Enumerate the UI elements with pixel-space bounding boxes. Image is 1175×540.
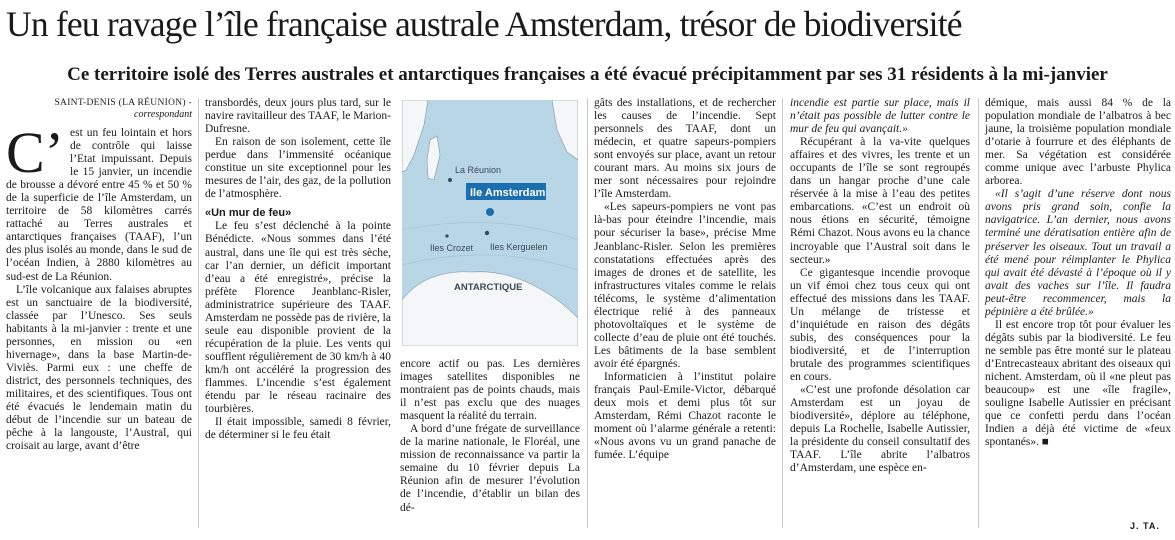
paragraph: A bord d’une frégate de surveillance de la marine nationale, le Floréal, une mission de reconnaissance va partir la semaine du 10 février depuis La Réunion afin de mesurer l’évolution de l’incendie, d’établir un bilan des dé-	[400, 423, 580, 514]
paragraph: «Il s’agit d’une réserve dont nous avons pris grand soin, confie la navigatrice. L’an dernier, nous avons terminé une dératisation entière afin de préserver les oiseaux. Tout un travail a été mené pour réimplanter le Phylica qui avait été dévasté à l’époque où il y avait des vaches sur l’île. Il faudra peut-être recommencer, mais la pépinière a été brûlée.»	[985, 188, 1171, 318]
paragraph: En raison de son isolement, cette île perdue dans l’immensité océanique constitue un site exceptionnel pour les mesures de l’air, des gaz, de la pollution de l’atmosphère.	[205, 136, 391, 201]
crozet-label: Iles Crozet	[430, 243, 474, 253]
paragraph: «Les sapeurs-pompiers ne vont pas là-bas pour éteindre l’incendie, mais pour sécuriser la base», précise Mme Jeanblanc-Risler. Selon les premières constatations effectuées après des images de drones et de satellite, les infrastructures vitales comme le relais télécoms, le système d’alimentation électrique relié à des panneaux photovoltaïques et le système de collecte d’eau de pluie ont été touchés. Les bâtiments de la base semblent avoir été épargnés.	[594, 201, 776, 370]
paragraph: incendie est partie sur place, mais il n’était pas possible de lutter contre le mur de feu qui avançait.»	[790, 97, 970, 136]
column-rule	[782, 98, 783, 528]
article-column-4	[790, 97, 970, 475]
paragraph: Il est encore trop tôt pour évaluer les dégâts subis par la biodiversité. Le feu ne semble pas être monté sur le plateau d’Entrecasteaux abritant des oiseaux qui nichent. Amsterdam, où il «ne pleut pas beaucoup» est une «île fragile», souligne Isabelle Autissier en précisant que ce confetti perdu dans l’océan Indien a déjà été victime de «feux spontanés». ■	[985, 318, 1171, 449]
author-signature: J. TA.	[1130, 521, 1160, 531]
paragraph: L’île volcanique aux falaises abruptes est un sanctuaire de la biodiversité, classée par l’Unesco. Ses seuls habitants à la mi-janvier : trente et une personnes, en mission ou «en hivernage», dans la base Martin-de-Viviès. Parmi eux : une cheffe de district, des personnels techniques, des militaires, et des scientifiques. Tous ont été évacués le lendemain matin du début de l’incendie sur un bateau de pêche à la langouste, l’Austral, qui croisait au large, avant d’être	[6, 283, 192, 453]
section-subtitle: «Un mur de feu»	[205, 207, 292, 220]
article-column-5	[985, 97, 1171, 449]
article-column-2	[205, 97, 391, 442]
dropcap: C’	[6, 120, 64, 185]
amsterdam-marker	[486, 208, 494, 216]
paragraph: démique, mais aussi 84 % de la population mondiale de l’albatros à bec jaune, la troisième population mondiale d’otarie à fourrure et des éléphants de mer. Sa végétation est considérée comme unique avec l’arbuste Phylica arborea.	[985, 97, 1171, 188]
paragraph: transbordés, deux jours plus tard, sur le navire ravitailleur des TAAF, le Marion-Dufresne.	[205, 97, 391, 136]
article-column-1	[6, 97, 192, 453]
antarctique-label: ANTARCTIQUE	[454, 282, 523, 293]
article-column-2b	[400, 358, 580, 515]
paragraph: encore actif ou pas. Les dernières images satellites disponibles ne montraient pas de points chauds, mais il n’est pas exclu que des nuages masquent la réalité du terrain.	[400, 358, 580, 423]
crozet-marker	[445, 234, 448, 237]
byline-role: correspondant	[134, 109, 192, 120]
kerguelen-label: Iles Kerguelen	[490, 242, 548, 252]
end-mark: ■	[1041, 436, 1049, 449]
location-map	[402, 100, 578, 346]
paragraph: Il était impossible, samedi 8 février, de déterminer si le feu était	[205, 416, 391, 442]
headline: Un feu ravage l’île française australe Amsterdam, trésor de biodiversité	[6, 4, 962, 44]
paragraph: Informaticien à l’institut polaire français Paul-Emile-Victor, débarqué deux mois et demi plus tôt sur Amsterdam, Rémi Chazot raconte le moment où l’alarme générale a retenti: «Nous avons vu un grand panache de fumée. L’équipe	[594, 370, 776, 462]
paragraph: Le feu s’est déclenché à la pointe Bénédicte. «Nous sommes dans l’été austral, dans une île qui est très sèche, car l’an dernier, un déficit important d’eau a été enregistré», précise la préfète Florence Jeanblanc-Risler, administratrice supérieure des TAAF. Amsterdam ne possède pas de rivière, la seule eau disponible provient de la récupération de la pluie. Les vents qui soufflent régulièrement de 30 km/h à 40 km/h ont accéléré la progression des flammes. L’incendie s’est également étendu par le réseau racinaire des tourbières.	[205, 220, 391, 416]
column-rule	[978, 98, 979, 528]
column-rule	[587, 98, 588, 528]
paragraph: Récupérant à la va-vite quelques affaires et des vivres, les trente et un occupants de l’île se sont regroupés dans un hangar proche d’une cale réservée à la mise à l’eau des petites embarcations. «C’est un endroit où nous étions en sécurité, témoigne Rémi Chazot. Nous avons eu la chance incroyable que l’Austral soit dans le secteur.»	[790, 136, 970, 266]
dateline: SAINT-DENIS (LA RÉUNION) -	[54, 98, 192, 108]
subhead: Ce territoire isolé des Terres australes et antarctiques françaises a été évacué précipitamment par ses 31 résidents à la mi-janvier	[67, 64, 1108, 85]
lead-paragraph: C’ est un feu lointain et hors de contrôle qui laisse l’Etat impuissant. Depuis le 15 janvier, un incendie de brousse a dévoré entre 45 % et 50 % de la superficie de l’île Amsterdam, un territoire de 58 kilomètres carrés rattaché au Terres australes et antarctiques françaises (TAAF), l’un des plus isolés au monde, dans le sud de l’océan Indien, à 2880 kilomètres au sud-est de La Réunion.	[6, 120, 192, 283]
article-column-3	[594, 97, 776, 462]
column-rule	[198, 98, 199, 528]
paragraph: Ce gigantesque incendie provoque un vif émoi chez tous ceux qui ont effectué des missions dans les TAAF. Un mélange de tristesse et d’inquiétude en raison des dégâts subis, des conséquences pour la biodiversité, et de l’interruption brutale des programmes scientifiques en cours.	[790, 266, 970, 383]
paragraph: «C’est une profonde désolation car Amsterdam est un joyau de biodiversité», déplore au téléphone, depuis La Rochelle, Isabelle Autissier, la présidente du conseil consultatif des TAAF. L’île abrite l’albatros d’Amsterdam, une espèce en-	[790, 384, 970, 475]
kerguelen-marker	[485, 231, 489, 235]
amsterdam-label: Ile Amsterdam	[470, 187, 546, 199]
paragraph: gâts des installations, et de rechercher les causes de l’incendie. Sept personnels des TAAF, dont un médecin, et quatre sapeurs-pompiers sont envoyés sur place, avant un retour courant mars. Au moins six jours de mer sont nécessaires pour rejoindre l’île Amsterdam.	[594, 97, 776, 201]
reunion-label: La Réunion	[455, 165, 502, 175]
reunion-marker	[448, 178, 452, 182]
